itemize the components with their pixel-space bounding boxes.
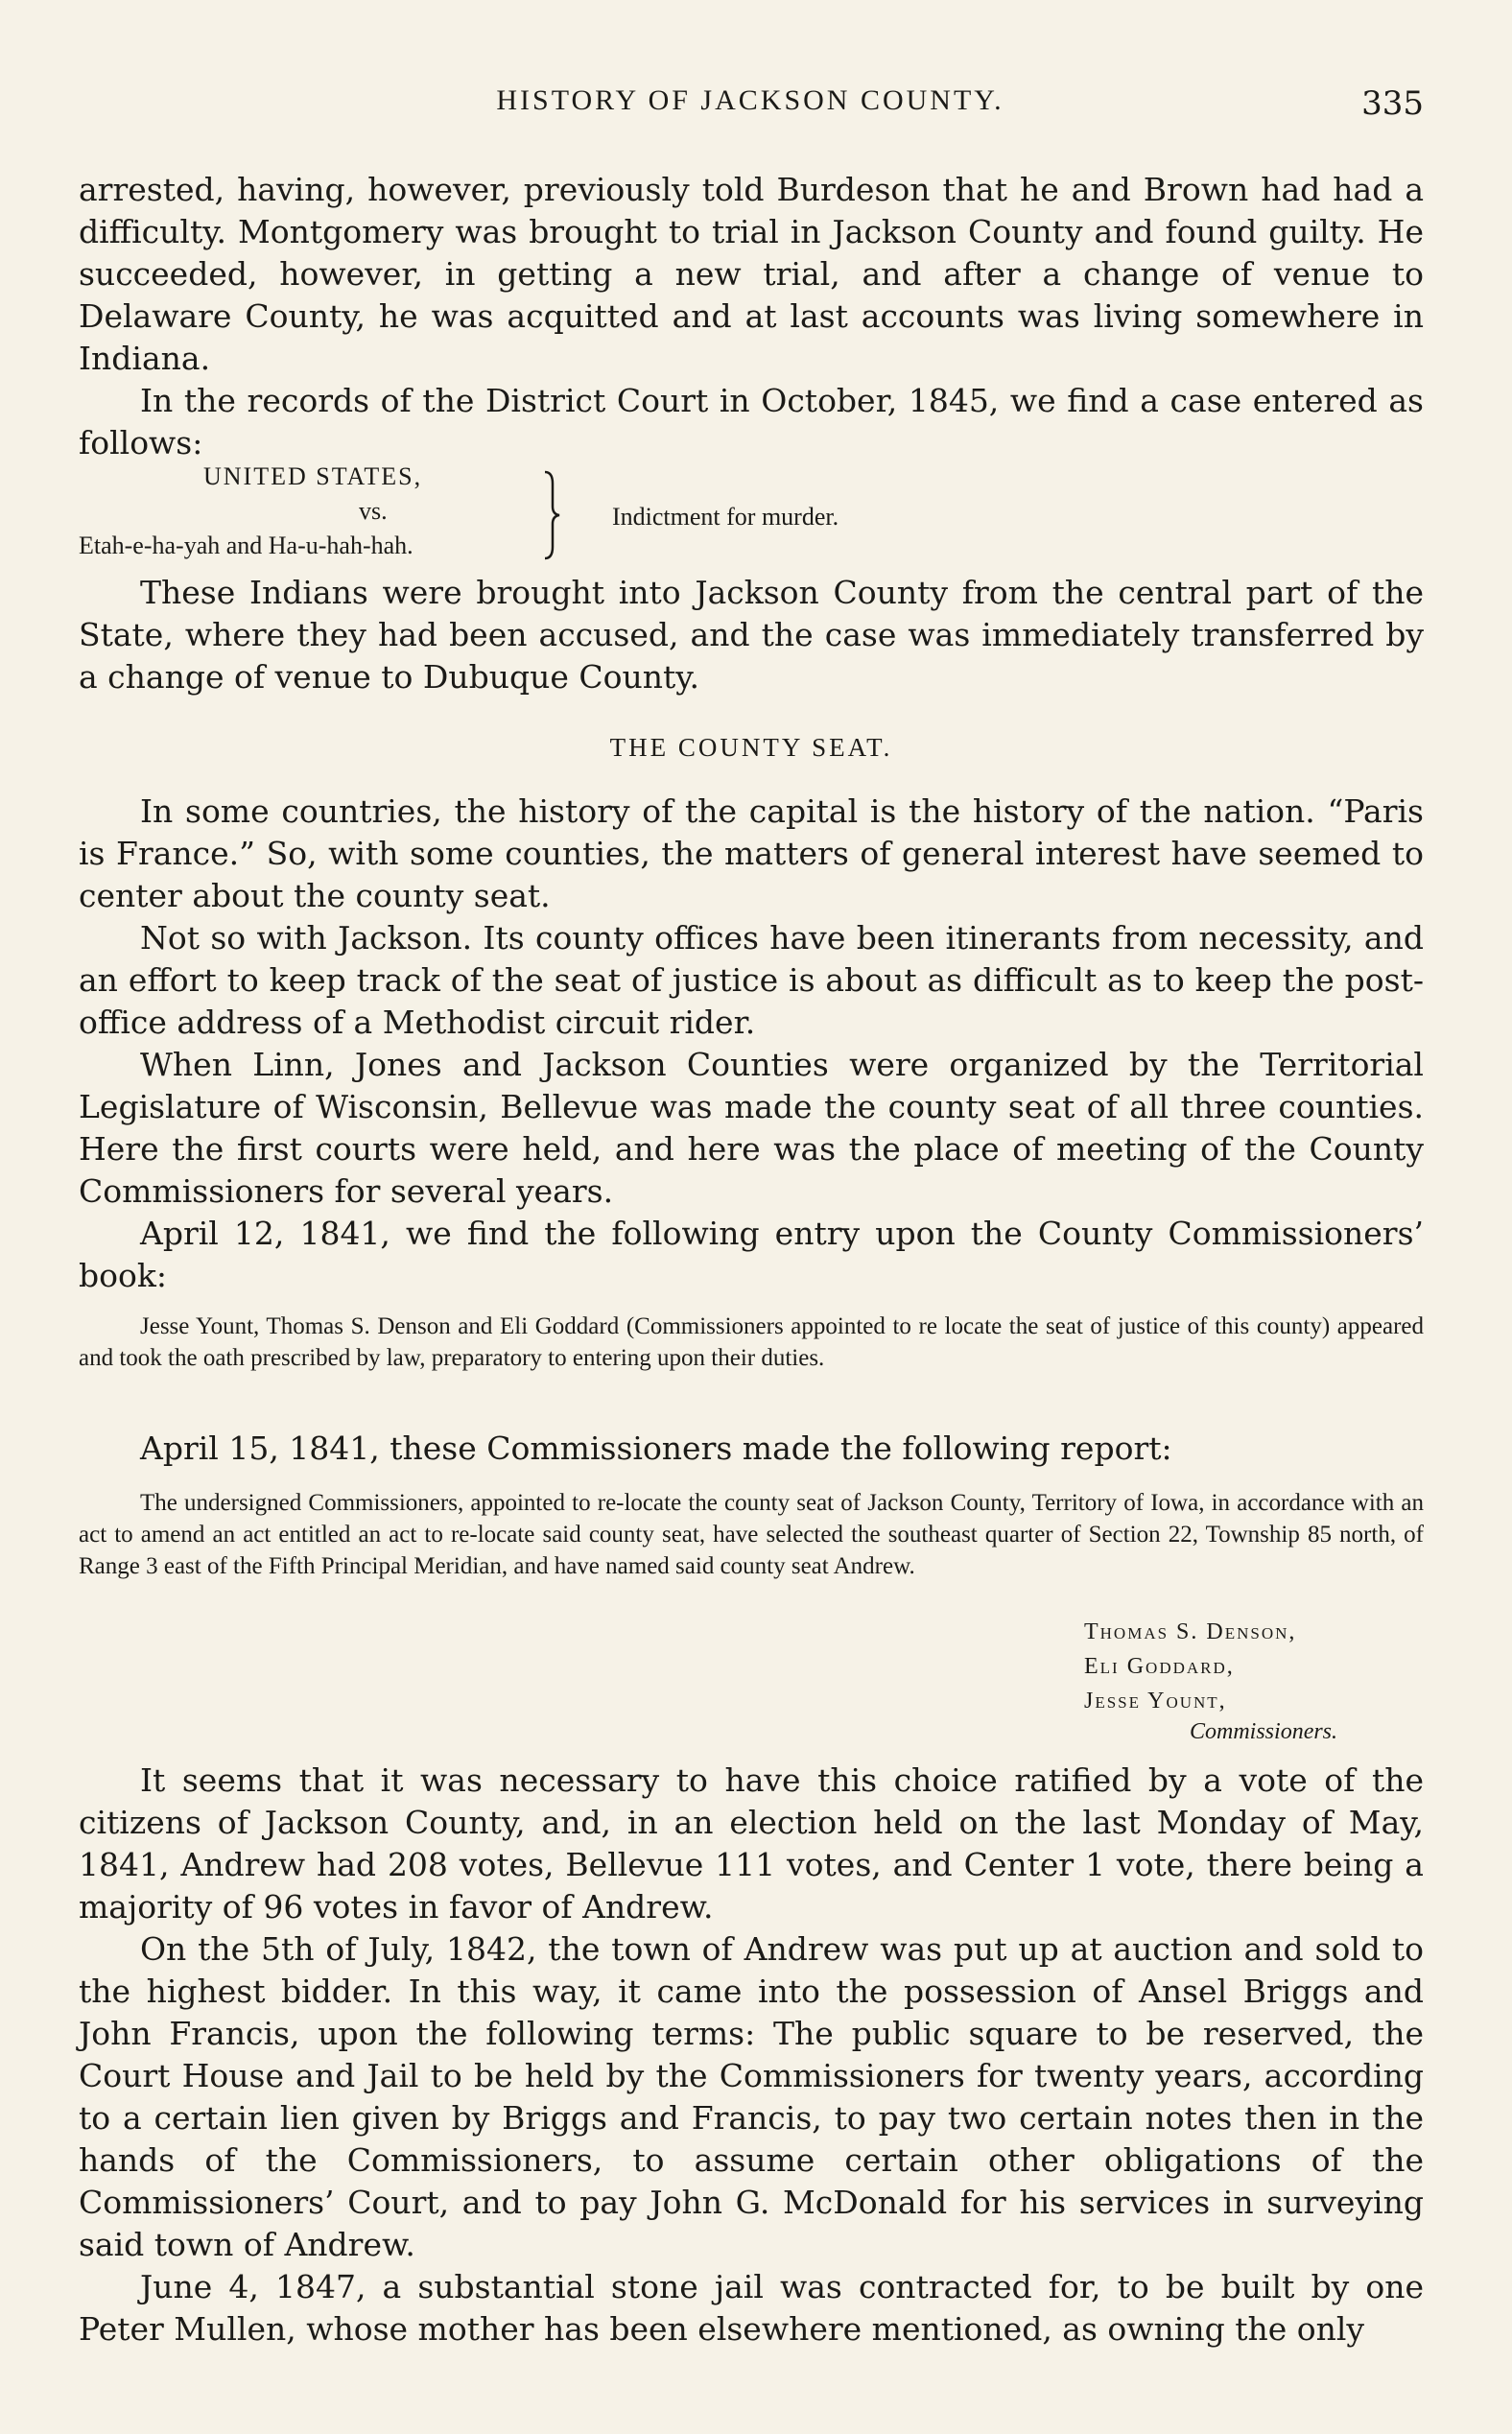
paragraph-april-15-block xyxy=(79,1428,1424,1470)
case-versus: vs. xyxy=(359,497,388,525)
page-number: 335 xyxy=(1361,84,1424,123)
running-header xyxy=(77,84,1424,130)
case-charge: Indictment for murder. xyxy=(612,503,839,531)
closing-block xyxy=(79,1760,1424,2351)
paragraph-april-15: April 15, 1841, these Commissioners made the following report: xyxy=(140,1430,1172,1467)
running-header-title: HISTORY OF JACKSON COUNTY. xyxy=(496,84,1004,116)
paragraph-district-court: In the records of the District Court in October, 1845, we find a case entered as follows: xyxy=(79,382,1424,461)
paragraph-jail: June 4, 1847, a substantial stone jail was contracted for, to be built by one Peter Mullen, whose mother has been elsewhere mentioned, as owning the only xyxy=(79,2268,1424,2348)
case-defendants: Etah-e-ha-yah and Ha-u-hah-hah. xyxy=(79,532,413,559)
paragraph-intro-block xyxy=(79,169,1424,464)
signature-yount: Jesse Yount, xyxy=(1084,1689,1227,1713)
quote-oath-block xyxy=(79,1311,1424,1374)
case-plaintiff: UNITED STATES, xyxy=(203,462,423,490)
paragraph-april-12: April 12, 1841, we find the following entry upon the County Commissioners’ book: xyxy=(79,1215,1424,1294)
signature-denson: Thomas S. Denson, xyxy=(1084,1619,1297,1644)
paragraph-indians: These Indians were brought into Jackson County from the central part of the State, where they had been accused, and the case was immediately transferred by a change of venue to Dubuque County. xyxy=(79,574,1424,696)
quote-report: The undersigned Commissioners, appointed to re-locate the county seat of Jackson County, Territory of Iowa, in accordance with an act to amend an act entitled an act to re-locate said county seat, have selected the southeast quarter of Section 22, Township 85 north, of Range 3 east of the Fifth Principal Meridian, and have named said county seat Andrew. xyxy=(79,1490,1424,1579)
signature-role: Commissioners. xyxy=(1190,1719,1338,1744)
paragraph-jackson: Not so with Jackson. Its county offices have been itinerants from necessity, and an effort to keep track of the seat of justice is about as difficult as to keep the post-office address of a Methodist circuit rider. xyxy=(79,919,1424,1041)
quote-oath: Jesse Yount, Thomas S. Denson and Eli Goddard (Commissioners appointed to re locate the seat of justice of this county) appeared and took the oath prescribed by law, preparatory to entering upon their duties. xyxy=(79,1313,1424,1371)
county-seat-block xyxy=(79,791,1424,1297)
paragraph-countries: In some countries, the history of the capital is the history of the nation. “Paris is France.” So, with some counties, the matters of general interest have seemed to center about the county seat. xyxy=(79,792,1424,914)
quote-report-block xyxy=(79,1487,1424,1582)
paragraph-auction: On the 5th of July, 1842, the town of Andrew was put up at auction and sold to the highest bidder. In this way, it came into the possession of Ansel Briggs and John Francis, upon the following terms: The public square to be reserved, the Court House and Jail to be held by the Commissioners for twenty years, according to a certain lien given by Briggs and Francis, to pay two certain notes then in the hands of the Commissioners, to assume certain other obligations of the Commissioners’ Court, and to pay John G. McDonald for his services in surveying said town of Andrew. xyxy=(79,1930,1424,2263)
curly-brace-icon xyxy=(543,470,560,560)
paragraph-election: It seems that it was necessary to have this choice ratified by a vote of the citizens of Jackson County, and, in an election held on the last Monday of May, 1841, Andrew had 208 votes, Bellevue 111 votes, and Center 1 vote, there being a majority of 96 votes in favor of Andrew. xyxy=(79,1761,1424,1926)
paragraph-arrested: arrested, having, however, previously told Burdeson that he and Brown had had a difficulty. Montgomery was brought to trial in Jackson County and found guilty. He succeeded, however, in getting a new trial, and after a change of venue to Delaware County, he was acquitted and at last accounts was living somewhere in Indiana. xyxy=(79,171,1424,377)
signature-goddard: Eli Goddard, xyxy=(1084,1654,1235,1679)
paragraph-linn-jones: When Linn, Jones and Jackson Counties were organized by the Territorial Legislature of Wisconsin, Bellevue was made the county seat of all three counties. Here the first courts were held, and here was the place of meeting of the County Commissioners for several years. xyxy=(79,1046,1424,1210)
section-heading: THE COUNTY SEAT. xyxy=(609,733,893,762)
paragraph-indians-block xyxy=(79,572,1424,698)
case-entry xyxy=(79,462,1424,568)
